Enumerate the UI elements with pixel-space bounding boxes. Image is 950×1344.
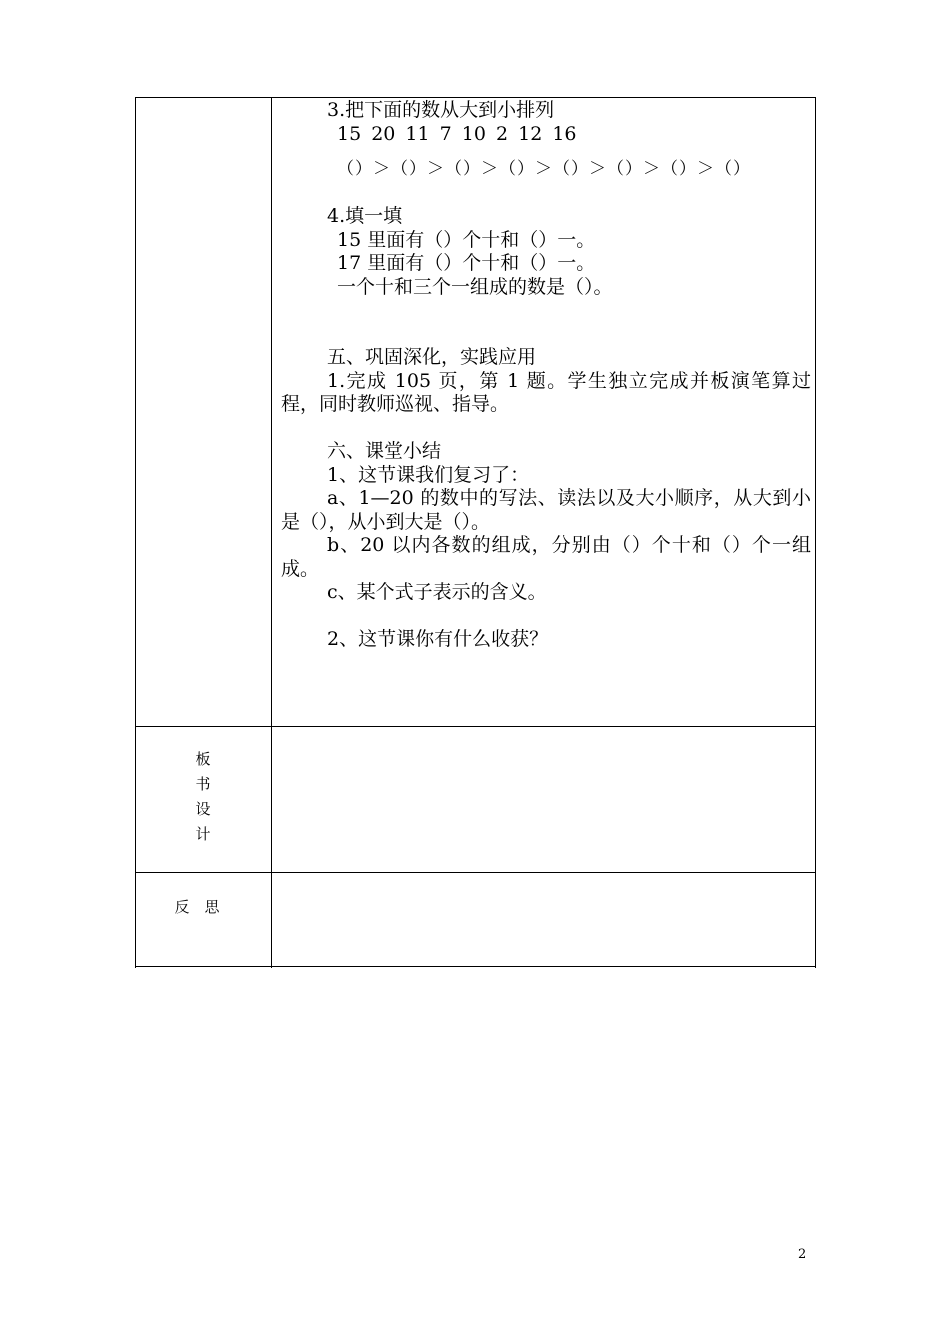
- exercise-4-item-1: 15 里面有（）个十和（）一。: [337, 228, 596, 251]
- board-design-char: 设: [195, 800, 211, 818]
- board-design-char: 计: [195, 825, 211, 843]
- reflection-cell: [272, 873, 815, 966]
- lesson-content-cell: [281, 99, 811, 652]
- summary-item-2: 2、这节课你有什么收获？: [327, 628, 549, 650]
- summary-item-a: a、1—20 的数中的写法、读法以及大小顺序，从大到小是（），从小到大是（）。: [281, 487, 811, 533]
- exercise-4-title: 4.填一填: [327, 205, 403, 227]
- exercise-3-numbers: 15 20 11 7 10 2 12 16: [337, 122, 577, 145]
- table-border-bottom: [135, 966, 816, 967]
- board-design-char: 板: [195, 750, 211, 768]
- table-border-top: [135, 97, 816, 98]
- exercise-3-title: 3.把下面的数从大到小排列: [327, 99, 555, 121]
- summary-item-c: c、某个式子表示的含义。: [327, 581, 547, 603]
- exercise-3-order-blanks: （）＞（）＞（）＞（）＞（）＞（）＞（）＞（）: [337, 159, 751, 179]
- reflection-label-text: 反 思: [174, 898, 220, 916]
- table-border-right: [815, 97, 816, 968]
- lesson-plan-table: [135, 97, 816, 968]
- board-design-label: [135, 747, 271, 847]
- board-design-char: 书: [195, 775, 211, 793]
- section-5-heading: 五、巩固深化，实践应用: [327, 346, 537, 368]
- page-number: 2: [798, 1247, 807, 1262]
- summary-item-1: 1、这节课我们复习了：: [327, 463, 530, 486]
- section-6-heading: 六、课堂小结: [327, 440, 442, 462]
- board-design-cell: [272, 727, 815, 872]
- exercise-4-item-2: 17 里面有（）个十和（）一。: [337, 252, 596, 274]
- summary-item-b: b、20 以内各数的组成，分别由（）个十和（）个一组成。: [281, 534, 811, 580]
- exercise-4-item-3: 一个十和三个一组成的数是（）。: [337, 275, 613, 298]
- section-5-item-1: 1.完成 105 页，第 1 题。学生独立完成并板演笔算过程，同时教师巡视、指导。: [281, 369, 811, 415]
- reflection-label: [129, 896, 265, 917]
